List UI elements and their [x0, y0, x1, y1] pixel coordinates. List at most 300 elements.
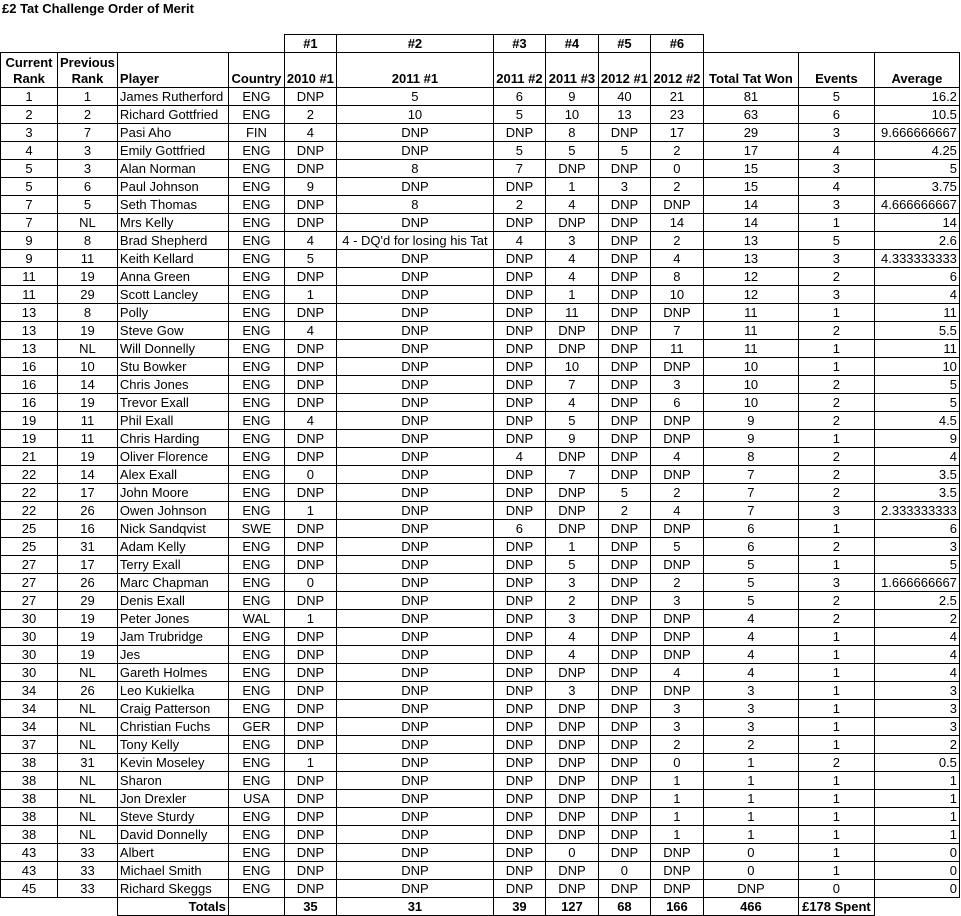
event-3-cell: 5 [493, 142, 545, 160]
event-1-cell: DNP [284, 340, 336, 358]
average-cell: 4.5 [874, 412, 959, 430]
previous-rank-cell: 17 [58, 556, 118, 574]
event-2-cell: DNP [336, 448, 493, 466]
table-row [1, 610, 960, 628]
previous-rank-cell: NL [58, 214, 118, 232]
table-row [1, 376, 960, 394]
event-1-cell: DNP [284, 394, 336, 412]
event-4-cell: DNP [545, 160, 598, 178]
table-row [1, 394, 960, 412]
event-5-cell: DNP [598, 826, 650, 844]
event-1-cell: DNP [284, 304, 336, 322]
event-6-cell: DNP [650, 880, 703, 898]
sheet-title: £2 Tat Challenge Order of Merit [2, 1, 194, 16]
events-count-cell: 1 [798, 304, 874, 322]
table-row [1, 286, 960, 304]
event-1-cell: 0 [284, 574, 336, 592]
current-rank-cell: 38 [1, 826, 58, 844]
event-number-1: #1 [284, 35, 336, 53]
table-row [1, 160, 960, 178]
event-2-cell: DNP [336, 646, 493, 664]
event-6-cell: DNP [650, 628, 703, 646]
event-4-cell: 7 [545, 376, 598, 394]
country-cell: ENG [228, 340, 284, 358]
current-rank-cell: 19 [1, 430, 58, 448]
total-tat-won-cell: 7 [703, 502, 798, 520]
country-cell: ENG [228, 862, 284, 880]
previous-rank-cell: 11 [58, 412, 118, 430]
total-event-1: 35 [284, 898, 336, 916]
player-name-cell: Tony Kelly [117, 736, 228, 754]
event-2-cell: DNP [336, 808, 493, 826]
current-rank-cell: 34 [1, 718, 58, 736]
table-row [1, 304, 960, 322]
country-cell: ENG [228, 196, 284, 214]
country-cell: ENG [228, 502, 284, 520]
event-1-cell: 1 [284, 502, 336, 520]
event-2-cell: DNP [336, 484, 493, 502]
total-event-6: 166 [650, 898, 703, 916]
event-2-cell: DNP [336, 880, 493, 898]
column-header-row [1, 53, 960, 88]
player-name-cell: Anna Green [117, 268, 228, 286]
event-6-cell: 1 [650, 808, 703, 826]
event-1-cell: 9 [284, 178, 336, 196]
event-5-cell: DNP [598, 466, 650, 484]
event-5-cell: DNP [598, 232, 650, 250]
event-2-cell: DNP [336, 340, 493, 358]
event-6-cell: 1 [650, 772, 703, 790]
event-5-cell: 5 [598, 142, 650, 160]
event-6-cell: 7 [650, 322, 703, 340]
event-3-cell: DNP [493, 628, 545, 646]
previous-rank-cell: 10 [58, 358, 118, 376]
player-name-cell: Jam Trubridge [117, 628, 228, 646]
event-1-cell: DNP [284, 538, 336, 556]
country-cell: ENG [228, 700, 284, 718]
events-count-cell: 4 [798, 178, 874, 196]
event-1-cell: DNP [284, 772, 336, 790]
event-4-cell: 3 [545, 232, 598, 250]
event-1-cell: 1 [284, 610, 336, 628]
current-rank-cell: 30 [1, 628, 58, 646]
event-6-cell: 2 [650, 574, 703, 592]
average-cell: 5.5 [874, 322, 959, 340]
total-tat-won-cell: 5 [703, 556, 798, 574]
previous-rank-cell: 19 [58, 628, 118, 646]
event-2-cell: DNP [336, 610, 493, 628]
previous-rank-cell: 19 [58, 322, 118, 340]
average-cell: 3.75 [874, 178, 959, 196]
event-2-cell: DNP [336, 574, 493, 592]
event-2-cell: DNP [336, 304, 493, 322]
table-row [1, 124, 960, 142]
order-of-merit-table [0, 34, 960, 916]
total-tat-won-cell: 1 [703, 772, 798, 790]
total-tat-won-cell: 4 [703, 610, 798, 628]
event-6-cell: 5 [650, 538, 703, 556]
player-name-cell: Oliver Florence [117, 448, 228, 466]
event-1-cell: DNP [284, 844, 336, 862]
table-row [1, 358, 960, 376]
event-2-cell: DNP [336, 556, 493, 574]
current-rank-cell: 45 [1, 880, 58, 898]
previous-rank-cell: 26 [58, 502, 118, 520]
header-average: Average [874, 53, 959, 88]
event-1-cell: DNP [284, 376, 336, 394]
country-cell: ENG [228, 466, 284, 484]
previous-rank-cell: 3 [58, 160, 118, 178]
event-3-cell: 4 [493, 448, 545, 466]
current-rank-cell: 7 [1, 196, 58, 214]
event-6-cell: 4 [650, 448, 703, 466]
average-cell: 2 [874, 610, 959, 628]
event-4-cell: DNP [545, 520, 598, 538]
event-5-cell: DNP [598, 592, 650, 610]
previous-rank-cell: 33 [58, 862, 118, 880]
current-rank-cell: 2 [1, 106, 58, 124]
event-5-cell: DNP [598, 268, 650, 286]
player-name-cell: Nick Sandqvist [117, 520, 228, 538]
event-1-cell: DNP [284, 520, 336, 538]
event-4-cell: 1 [545, 538, 598, 556]
event-4-cell: DNP [545, 484, 598, 502]
country-cell: ENG [228, 178, 284, 196]
header-event-1: 2010 #1 [284, 53, 336, 88]
events-count-cell: 2 [798, 610, 874, 628]
event-6-cell: 21 [650, 88, 703, 106]
average-cell: 9 [874, 430, 959, 448]
event-2-cell: DNP [336, 358, 493, 376]
header-country: Country [228, 53, 284, 88]
events-count-cell: 3 [798, 160, 874, 178]
player-name-cell: Paul Johnson [117, 178, 228, 196]
previous-rank-cell: 29 [58, 592, 118, 610]
total-tat-won-cell: 11 [703, 322, 798, 340]
event-3-cell: DNP [493, 808, 545, 826]
events-count-cell: 2 [798, 592, 874, 610]
average-cell: 0.5 [874, 754, 959, 772]
total-tat-won-cell: 11 [703, 304, 798, 322]
event-1-cell: DNP [284, 736, 336, 754]
total-tat-won-cell: 4 [703, 628, 798, 646]
event-6-cell: DNP [650, 196, 703, 214]
average-cell: 3 [874, 682, 959, 700]
country-cell: GER [228, 718, 284, 736]
event-number-6: #6 [650, 35, 703, 53]
event-5-cell: DNP [598, 754, 650, 772]
previous-rank-cell: NL [58, 826, 118, 844]
total-tat-won-cell: 5 [703, 592, 798, 610]
current-rank-cell: 5 [1, 160, 58, 178]
country-cell: ENG [228, 142, 284, 160]
event-1-cell: DNP [284, 682, 336, 700]
event-5-cell: DNP [598, 358, 650, 376]
events-count-cell: 1 [798, 358, 874, 376]
event-2-cell: DNP [336, 628, 493, 646]
event-2-cell: 10 [336, 106, 493, 124]
country-cell: ENG [228, 430, 284, 448]
event-5-cell: 13 [598, 106, 650, 124]
player-name-cell: James Rutherford [117, 88, 228, 106]
event-3-cell: DNP [493, 790, 545, 808]
event-6-cell: 0 [650, 754, 703, 772]
average-cell: 1.666666667 [874, 574, 959, 592]
country-cell: ENG [228, 826, 284, 844]
total-tat-won-cell: 13 [703, 232, 798, 250]
events-count-cell: 2 [798, 754, 874, 772]
average-cell: 1 [874, 808, 959, 826]
table-row [1, 232, 960, 250]
event-5-cell: DNP [598, 340, 650, 358]
total-tat-won-cell: 1 [703, 790, 798, 808]
average-cell: 4.333333333 [874, 250, 959, 268]
country-cell: ENG [228, 106, 284, 124]
events-count-cell: 5 [798, 232, 874, 250]
event-4-cell: DNP [545, 826, 598, 844]
event-5-cell: DNP [598, 646, 650, 664]
event-1-cell: DNP [284, 826, 336, 844]
previous-rank-cell: NL [58, 340, 118, 358]
table-row [1, 142, 960, 160]
current-rank-cell: 38 [1, 808, 58, 826]
events-count-cell: 1 [798, 736, 874, 754]
events-count-cell: 2 [798, 448, 874, 466]
event-4-cell: DNP [545, 754, 598, 772]
header-event-2: 2011 #1 [336, 53, 493, 88]
event-5-cell: DNP [598, 682, 650, 700]
current-rank-cell: 34 [1, 700, 58, 718]
previous-rank-cell: 14 [58, 376, 118, 394]
events-count-cell: 1 [798, 214, 874, 232]
current-rank-cell: 30 [1, 664, 58, 682]
player-name-cell: John Moore [117, 484, 228, 502]
current-rank-cell: 22 [1, 466, 58, 484]
event-5-cell: DNP [598, 700, 650, 718]
event-4-cell: 9 [545, 88, 598, 106]
events-count-cell: 6 [798, 106, 874, 124]
event-2-cell: DNP [336, 718, 493, 736]
event-1-cell: DNP [284, 790, 336, 808]
event-4-cell: 10 [545, 358, 598, 376]
event-3-cell: DNP [493, 322, 545, 340]
current-rank-cell: 22 [1, 484, 58, 502]
country-cell: ENG [228, 538, 284, 556]
event-4-cell: DNP [545, 862, 598, 880]
event-1-cell: 1 [284, 286, 336, 304]
event-5-cell: DNP [598, 304, 650, 322]
table-row [1, 682, 960, 700]
current-rank-cell: 38 [1, 754, 58, 772]
event-5-cell: DNP [598, 520, 650, 538]
current-rank-cell: 13 [1, 322, 58, 340]
player-name-cell: Stu Bowker [117, 358, 228, 376]
current-rank-cell: 27 [1, 574, 58, 592]
table-row [1, 592, 960, 610]
total-tat-won-cell: 81 [703, 88, 798, 106]
event-6-cell: DNP [650, 412, 703, 430]
event-2-cell: DNP [336, 736, 493, 754]
player-rows [1, 88, 960, 898]
average-cell: 10.5 [874, 106, 959, 124]
event-4-cell: 8 [545, 124, 598, 142]
event-2-cell: DNP [336, 772, 493, 790]
average-cell: 2.5 [874, 592, 959, 610]
events-count-cell: 1 [798, 700, 874, 718]
player-name-cell: Chris Jones [117, 376, 228, 394]
event-2-cell: DNP [336, 700, 493, 718]
event-2-cell: DNP [336, 124, 493, 142]
total-tat-won-cell: 1 [703, 826, 798, 844]
previous-rank-cell: 19 [58, 646, 118, 664]
event-3-cell: 6 [493, 520, 545, 538]
average-cell: 5 [874, 376, 959, 394]
current-rank-cell: 25 [1, 520, 58, 538]
event-5-cell: DNP [598, 718, 650, 736]
event-3-cell: DNP [493, 502, 545, 520]
event-6-cell: DNP [650, 466, 703, 484]
events-count-cell: 1 [798, 682, 874, 700]
event-3-cell: DNP [493, 610, 545, 628]
event-2-cell: DNP [336, 538, 493, 556]
event-5-cell: DNP [598, 664, 650, 682]
current-rank-cell: 13 [1, 304, 58, 322]
event-6-cell: DNP [650, 556, 703, 574]
table-row [1, 808, 960, 826]
event-6-cell: 3 [650, 700, 703, 718]
total-tat-won-cell: 3 [703, 718, 798, 736]
table-row [1, 700, 960, 718]
event-4-cell: DNP [545, 718, 598, 736]
event-6-cell: 8 [650, 268, 703, 286]
average-cell: 6 [874, 268, 959, 286]
events-count-cell: 3 [798, 502, 874, 520]
event-4-cell: 4 [545, 394, 598, 412]
event-4-cell: DNP [545, 214, 598, 232]
event-5-cell: DNP [598, 412, 650, 430]
current-rank-cell: 27 [1, 592, 58, 610]
previous-rank-cell: NL [58, 808, 118, 826]
event-5-cell: DNP [598, 430, 650, 448]
event-1-cell: 5 [284, 250, 336, 268]
previous-rank-cell: 16 [58, 520, 118, 538]
event-6-cell: 23 [650, 106, 703, 124]
country-cell: ENG [228, 88, 284, 106]
player-name-cell: Mrs Kelly [117, 214, 228, 232]
event-3-cell: DNP [493, 844, 545, 862]
event-4-cell: 4 [545, 268, 598, 286]
total-tat-won-cell: 10 [703, 376, 798, 394]
previous-rank-cell: 19 [58, 448, 118, 466]
event-5-cell: DNP [598, 160, 650, 178]
event-1-cell: DNP [284, 664, 336, 682]
player-name-cell: Owen Johnson [117, 502, 228, 520]
country-cell: ENG [228, 664, 284, 682]
previous-rank-cell: 14 [58, 466, 118, 484]
total-tat-won-cell: 6 [703, 520, 798, 538]
events-count-cell: 1 [798, 826, 874, 844]
total-tat-won: 466 [703, 898, 798, 916]
event-5-cell: 40 [598, 88, 650, 106]
event-2-cell: DNP [336, 862, 493, 880]
event-4-cell: 3 [545, 574, 598, 592]
event-6-cell: DNP [650, 682, 703, 700]
current-rank-cell: 43 [1, 862, 58, 880]
event-3-cell: DNP [493, 340, 545, 358]
player-name-cell: Jon Drexler [117, 790, 228, 808]
events-count-cell: 1 [798, 862, 874, 880]
event-3-cell: DNP [493, 772, 545, 790]
event-2-cell: 8 [336, 196, 493, 214]
country-cell: ENG [228, 574, 284, 592]
current-rank-cell: 38 [1, 772, 58, 790]
average-cell: 4 [874, 286, 959, 304]
event-2-cell: DNP [336, 322, 493, 340]
player-name-cell: Scott Lancley [117, 286, 228, 304]
event-3-cell: DNP [493, 556, 545, 574]
total-event-4: 127 [545, 898, 598, 916]
event-3-cell: DNP [493, 358, 545, 376]
total-tat-won-cell: 3 [703, 700, 798, 718]
event-5-cell: DNP [598, 394, 650, 412]
event-1-cell: DNP [284, 628, 336, 646]
current-rank-cell: 5 [1, 178, 58, 196]
previous-rank-cell: 26 [58, 682, 118, 700]
current-rank-cell: 16 [1, 358, 58, 376]
event-number-5: #5 [598, 35, 650, 53]
total-tat-won-cell: 2 [703, 736, 798, 754]
country-cell: USA [228, 790, 284, 808]
current-rank-cell: 27 [1, 556, 58, 574]
current-rank-cell: 9 [1, 250, 58, 268]
total-event-5: 68 [598, 898, 650, 916]
player-name-cell: Marc Chapman [117, 574, 228, 592]
current-rank-cell: 22 [1, 502, 58, 520]
table-row [1, 178, 960, 196]
current-rank-cell: 30 [1, 610, 58, 628]
average-cell: 1 [874, 790, 959, 808]
events-count-cell: 1 [798, 628, 874, 646]
country-cell: ENG [228, 772, 284, 790]
country-cell: ENG [228, 646, 284, 664]
event-1-cell: 4 [284, 232, 336, 250]
total-tat-won-cell: 10 [703, 358, 798, 376]
header-event-5: 2012 #1 [598, 53, 650, 88]
event-1-cell: DNP [284, 88, 336, 106]
event-6-cell: 2 [650, 484, 703, 502]
event-3-cell: DNP [493, 124, 545, 142]
country-cell: ENG [228, 160, 284, 178]
current-rank-cell: 7 [1, 214, 58, 232]
previous-rank-cell: 33 [58, 880, 118, 898]
event-1-cell: 4 [284, 412, 336, 430]
player-name-cell: Trevor Exall [117, 394, 228, 412]
event-6-cell: DNP [650, 862, 703, 880]
events-count-cell: 2 [798, 268, 874, 286]
events-count-cell: 2 [798, 538, 874, 556]
event-1-cell: DNP [284, 160, 336, 178]
average-cell: 16.2 [874, 88, 959, 106]
event-3-cell: DNP [493, 412, 545, 430]
event-1-cell: 4 [284, 322, 336, 340]
event-1-cell: DNP [284, 268, 336, 286]
event-4-cell: DNP [545, 448, 598, 466]
event-2-cell: DNP [336, 394, 493, 412]
average-cell: 6 [874, 520, 959, 538]
total-tat-won-cell: 12 [703, 268, 798, 286]
event-4-cell: 1 [545, 178, 598, 196]
event-1-cell: 0 [284, 466, 336, 484]
